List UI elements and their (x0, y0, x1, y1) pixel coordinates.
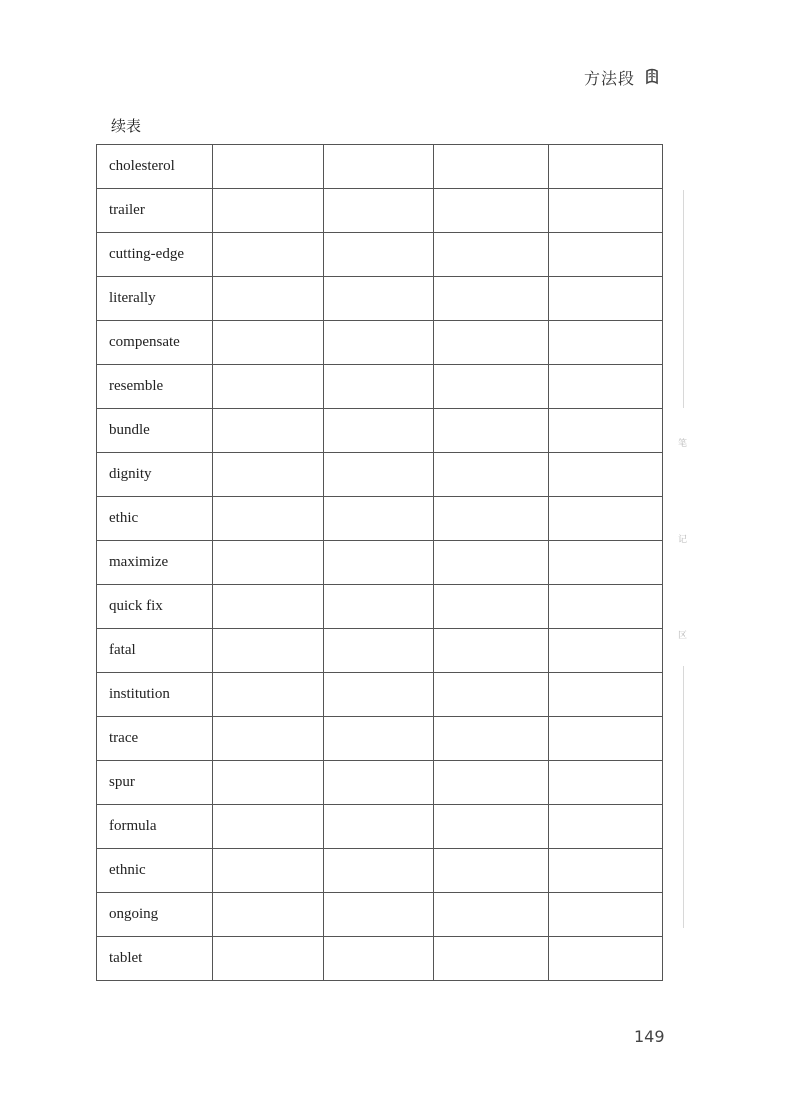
blank-cell (323, 321, 433, 365)
table-row (97, 409, 663, 453)
blank-cell (323, 145, 433, 189)
notes-area-char-1: 笔 (678, 439, 688, 449)
blank-cell (548, 585, 662, 629)
blank-cell (434, 277, 548, 321)
table-row (97, 321, 663, 365)
blank-cell (323, 805, 433, 849)
vocab-word: ethnic (97, 849, 213, 893)
blank-cell (213, 189, 323, 233)
continued-table-label: 续表 (111, 117, 142, 135)
blank-cell (323, 409, 433, 453)
vocab-word: literally (97, 277, 213, 321)
blank-cell (548, 849, 662, 893)
blank-cell (213, 409, 323, 453)
vocab-word: quick fix (97, 585, 213, 629)
blank-cell (548, 497, 662, 541)
blank-cell (434, 673, 548, 717)
blank-cell (548, 453, 662, 497)
notes-divider-bottom (683, 666, 684, 928)
section-title: 方法段 (584, 69, 636, 88)
blank-cell (213, 541, 323, 585)
vocab-word: maximize (97, 541, 213, 585)
blank-cell (434, 585, 548, 629)
vocab-word: ethic (97, 497, 213, 541)
blank-cell (434, 717, 548, 761)
blank-cell (323, 849, 433, 893)
vocab-word: resemble (97, 365, 213, 409)
blank-cell (548, 365, 662, 409)
table-row (97, 365, 663, 409)
table-row (97, 453, 663, 497)
table-row (97, 717, 663, 761)
blank-cell (548, 321, 662, 365)
table-row (97, 937, 663, 981)
table-row (97, 849, 663, 893)
table-row (97, 541, 663, 585)
blank-cell (213, 321, 323, 365)
blank-cell (548, 277, 662, 321)
blank-cell (548, 233, 662, 277)
notes-area-char-3: 区 (678, 631, 688, 641)
table-row (97, 497, 663, 541)
blank-cell (434, 937, 548, 981)
vocab-word: spur (97, 761, 213, 805)
blank-cell (213, 365, 323, 409)
blank-cell (323, 629, 433, 673)
blank-cell (213, 717, 323, 761)
vocab-word: fatal (97, 629, 213, 673)
blank-cell (434, 233, 548, 277)
blank-cell (213, 673, 323, 717)
vocab-word: dignity (97, 453, 213, 497)
blank-cell (434, 453, 548, 497)
blank-cell (323, 585, 433, 629)
blank-cell (548, 673, 662, 717)
blank-cell (213, 277, 323, 321)
blank-cell (434, 629, 548, 673)
table-row (97, 673, 663, 717)
vocab-word: tablet (97, 937, 213, 981)
blank-cell (213, 497, 323, 541)
blank-cell (213, 145, 323, 189)
vocab-word: cutting-edge (97, 233, 213, 277)
blank-cell (323, 453, 433, 497)
vocab-word: cholesterol (97, 145, 213, 189)
table-row (97, 277, 663, 321)
page-number: 149 (634, 1027, 665, 1046)
table-row (97, 805, 663, 849)
blank-cell (434, 761, 548, 805)
blank-cell (548, 805, 662, 849)
blank-cell (213, 761, 323, 805)
blank-cell (434, 805, 548, 849)
table-row (97, 233, 663, 277)
blank-cell (323, 893, 433, 937)
blank-cell (434, 145, 548, 189)
table-row (97, 189, 663, 233)
book-icon (645, 68, 659, 86)
table-row (97, 761, 663, 805)
blank-cell (434, 497, 548, 541)
vocab-word: ongoing (97, 893, 213, 937)
blank-cell (213, 453, 323, 497)
blank-cell (548, 761, 662, 805)
table-row (97, 585, 663, 629)
blank-cell (434, 849, 548, 893)
blank-cell (323, 541, 433, 585)
blank-cell (323, 497, 433, 541)
blank-cell (213, 629, 323, 673)
blank-cell (213, 849, 323, 893)
blank-cell (323, 277, 433, 321)
vocab-word: institution (97, 673, 213, 717)
blank-cell (548, 937, 662, 981)
blank-cell (213, 893, 323, 937)
blank-cell (434, 365, 548, 409)
blank-cell (213, 937, 323, 981)
blank-cell (213, 585, 323, 629)
vocab-word: compensate (97, 321, 213, 365)
blank-cell (323, 673, 433, 717)
table-row (97, 893, 663, 937)
blank-cell (548, 717, 662, 761)
blank-cell (213, 233, 323, 277)
notes-divider-top (683, 190, 684, 408)
table-row (97, 145, 663, 189)
blank-cell (323, 717, 433, 761)
blank-cell (323, 761, 433, 805)
vocab-word: trailer (97, 189, 213, 233)
vocabulary-table (96, 144, 663, 981)
blank-cell (323, 233, 433, 277)
blank-cell (434, 541, 548, 585)
blank-cell (323, 365, 433, 409)
blank-cell (548, 189, 662, 233)
blank-cell (434, 321, 548, 365)
blank-cell (548, 541, 662, 585)
blank-cell (548, 409, 662, 453)
vocab-word: trace (97, 717, 213, 761)
blank-cell (434, 893, 548, 937)
blank-cell (548, 145, 662, 189)
blank-cell (323, 189, 433, 233)
table-row (97, 629, 663, 673)
notes-area-char-2: 记 (678, 535, 688, 545)
blank-cell (548, 629, 662, 673)
vocab-word: bundle (97, 409, 213, 453)
blank-cell (213, 805, 323, 849)
blank-cell (434, 189, 548, 233)
blank-cell (434, 409, 548, 453)
vocab-word: formula (97, 805, 213, 849)
blank-cell (548, 893, 662, 937)
blank-cell (323, 937, 433, 981)
